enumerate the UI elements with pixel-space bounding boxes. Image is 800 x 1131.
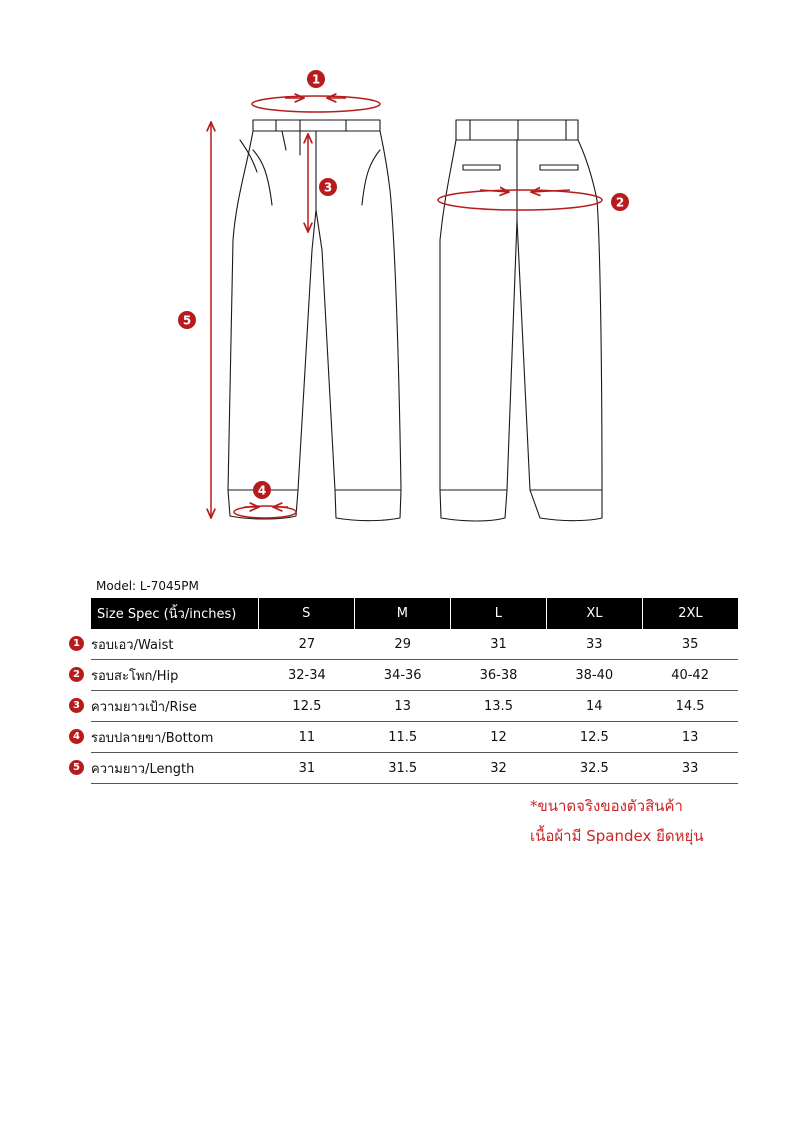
table-cell: 33 [681, 760, 699, 776]
table-cell: 31 [490, 636, 507, 652]
note-spandex: เนื้อผ้ามี Spandex ยืดหยุ่น [530, 827, 704, 845]
row-number-badge: 3 [69, 698, 84, 713]
table-cell: 40-42 [671, 667, 709, 683]
table-row-rise [73, 691, 738, 722]
model-number: Model: L-7045PM [96, 579, 199, 593]
marker-4-label: 4 [257, 483, 267, 498]
marker-1-label: 1 [311, 72, 321, 87]
table-row-waist [73, 629, 738, 660]
table-cell: 33 [586, 636, 603, 652]
table-cell: 32.5 [579, 760, 609, 776]
row-label: ความยาว/Length [91, 761, 195, 777]
table-cell: 11.5 [388, 729, 418, 745]
table-cell: 27 [298, 636, 316, 652]
table-cell: 13 [394, 698, 411, 714]
table-cell: 13 [681, 729, 699, 745]
table-cell: 36-38 [479, 667, 518, 683]
marker-5-label: 5 [182, 313, 192, 328]
header-size-spec: Size Spec (นิ้ว/inches) [97, 607, 237, 622]
table-cell: 35 [681, 636, 699, 652]
row-label: รอบปลายขา/Bottom [91, 730, 214, 746]
header-size-s: S [258, 598, 354, 629]
table-row-hip [73, 660, 738, 691]
row-label: รอบสะโพก/Hip [91, 668, 179, 684]
back-pants-drawing [440, 120, 602, 521]
table-row-bottom [73, 722, 738, 753]
table-cell: 14 [586, 698, 603, 714]
row-number-badge: 1 [69, 636, 84, 651]
table-cell: 29 [394, 636, 411, 652]
marker-2-label: 2 [615, 195, 625, 210]
table-header [91, 598, 738, 629]
row-label: รอบเอว/Waist [91, 637, 174, 653]
note-actual-size: *ขนาดจริงของตัวสินค้า [530, 797, 683, 815]
table-cell: 12.5 [292, 698, 322, 714]
header-size-xl: XL [546, 598, 642, 629]
table-cell: 31 [298, 760, 316, 776]
size-spec-table [73, 598, 738, 784]
table-cell: 32 [490, 760, 507, 776]
table-cell: 13.5 [484, 698, 513, 714]
header-size-l: L [450, 598, 546, 629]
marker-3-label: 3 [323, 180, 333, 195]
table-cell: 31.5 [388, 760, 418, 776]
row-label: ความยาวเป้า/Rise [91, 699, 197, 715]
pants-measurement-diagram [0, 0, 800, 560]
table-cell: 34-36 [383, 667, 422, 683]
table-cell: 11 [298, 729, 316, 745]
table-cell: 12.5 [579, 729, 609, 745]
table-cell: 32-34 [288, 667, 326, 683]
row-number-badge: 5 [69, 760, 84, 775]
row-number-badge: 2 [69, 667, 84, 682]
row-number-badge: 4 [69, 729, 84, 744]
table-row-length [73, 753, 738, 784]
table-cell: 14.5 [675, 698, 705, 714]
front-pants-drawing [228, 120, 401, 521]
header-size-m: M [354, 598, 450, 629]
table-cell: 38-40 [575, 667, 614, 683]
table-cell: 12 [490, 729, 507, 745]
header-size-2xl: 2XL [642, 598, 738, 629]
